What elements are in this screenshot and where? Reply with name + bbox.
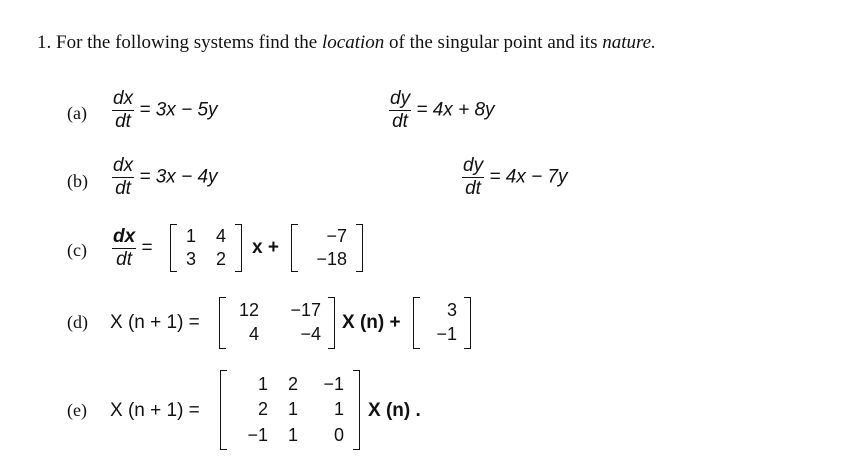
problem-heading — [37, 32, 656, 54]
item-e-A-cell: 0 — [333, 425, 344, 445]
item-e-A-cell: 1 — [287, 425, 298, 445]
item-c-dxdt-fraction — [112, 226, 136, 271]
item-a-eq2 — [389, 88, 495, 133]
item-d-vector-b — [413, 297, 471, 349]
item-e-A-cell: 1 — [333, 399, 344, 419]
item-a-label: (a) — [67, 103, 87, 123]
item-e-A-right-bracket — [353, 370, 360, 450]
item-a-dy: dy — [390, 88, 411, 109]
item-e-A-cell: 2 — [287, 374, 298, 394]
item-c-b-right-bracket — [356, 224, 363, 272]
item-d-b-cell: 3 — [446, 300, 457, 320]
item-c-x-plus: x + — [252, 237, 279, 258]
item-a-dxdt-fraction — [112, 88, 134, 133]
heading-prefix: 1. For the following systems find the — [37, 32, 322, 53]
heading-emphasis-nature: nature. — [602, 32, 656, 53]
item-a-rhs2: = 4x + 8y — [416, 99, 495, 121]
item-e-A-cell: −1 — [247, 425, 268, 445]
item-b-eq2 — [462, 155, 568, 200]
item-a-dydt-fraction — [389, 88, 411, 133]
item-d-A-right-bracket — [328, 297, 335, 349]
item-a-dt: dt — [115, 111, 131, 132]
item-b-dxdt-fraction — [112, 155, 134, 200]
item-e-xn-tail: X (n) . — [368, 400, 421, 421]
item-b-dy: dy — [463, 155, 484, 176]
item-c-dx: dx — [113, 226, 136, 247]
item-c-matrix-A — [170, 224, 242, 272]
heading-mid: of the singular point and its — [384, 32, 603, 53]
item-c-A-cell: 1 — [185, 226, 196, 246]
item-b-dx: dx — [113, 155, 134, 176]
item-c-b-cell: −7 — [326, 226, 347, 246]
item-c-dt: dt — [116, 249, 133, 270]
item-d-A-cell: −4 — [300, 324, 321, 344]
item-b-label: (b) — [67, 171, 88, 191]
item-e-A-cell: 1 — [287, 399, 298, 419]
item-d-A-cell: −17 — [290, 300, 321, 320]
item-d-A-cell: 12 — [238, 300, 259, 320]
item-a-dt2: dt — [392, 111, 408, 132]
item-e-A-cell: 1 — [257, 374, 268, 394]
item-b-dt: dt — [115, 178, 131, 199]
item-b-rhs1: = 3x − 4y — [139, 166, 218, 188]
item-c-vector-b — [291, 224, 363, 272]
item-d-matrix-A — [219, 297, 335, 349]
item-b-dydt-fraction — [462, 155, 484, 200]
item-b-rhs2: = 4x − 7y — [489, 166, 568, 188]
item-c-A-cell: 4 — [215, 226, 226, 246]
item-e-lhs: X (n + 1) = — [110, 400, 200, 421]
item-c-b-cell: −18 — [316, 249, 347, 269]
item-e-A-cell: −1 — [323, 374, 344, 394]
item-b-dt2: dt — [465, 178, 481, 199]
heading-emphasis-location: location — [321, 32, 385, 53]
item-c-A-right-bracket — [235, 224, 242, 272]
item-d-lhs: X (n + 1) = — [110, 312, 200, 333]
item-c-A-cell: 2 — [215, 249, 226, 269]
item-d-b-cell: −1 — [436, 324, 457, 344]
item-d-A-cell: 4 — [248, 324, 259, 344]
item-d-label: (d) — [67, 312, 88, 332]
item-e-matrix-A — [220, 370, 360, 450]
item-a-eq1 — [112, 88, 218, 133]
item-e-A-left-bracket — [220, 370, 227, 450]
item-e-A-cell: 2 — [257, 399, 268, 419]
item-a-rhs1: = 3x − 5y — [139, 99, 218, 121]
item-d-xn-plus: X (n) + — [342, 312, 401, 333]
item-a-dx: dx — [113, 88, 134, 109]
item-b-eq1 — [112, 155, 218, 200]
item-e-label: (e) — [67, 400, 87, 420]
item-c-equals: = — [141, 237, 153, 259]
item-d-b-right-bracket — [464, 297, 471, 349]
item-c-lhs — [112, 226, 153, 271]
item-c-label: (c) — [67, 240, 87, 260]
item-c-A-cell: 3 — [185, 249, 196, 269]
